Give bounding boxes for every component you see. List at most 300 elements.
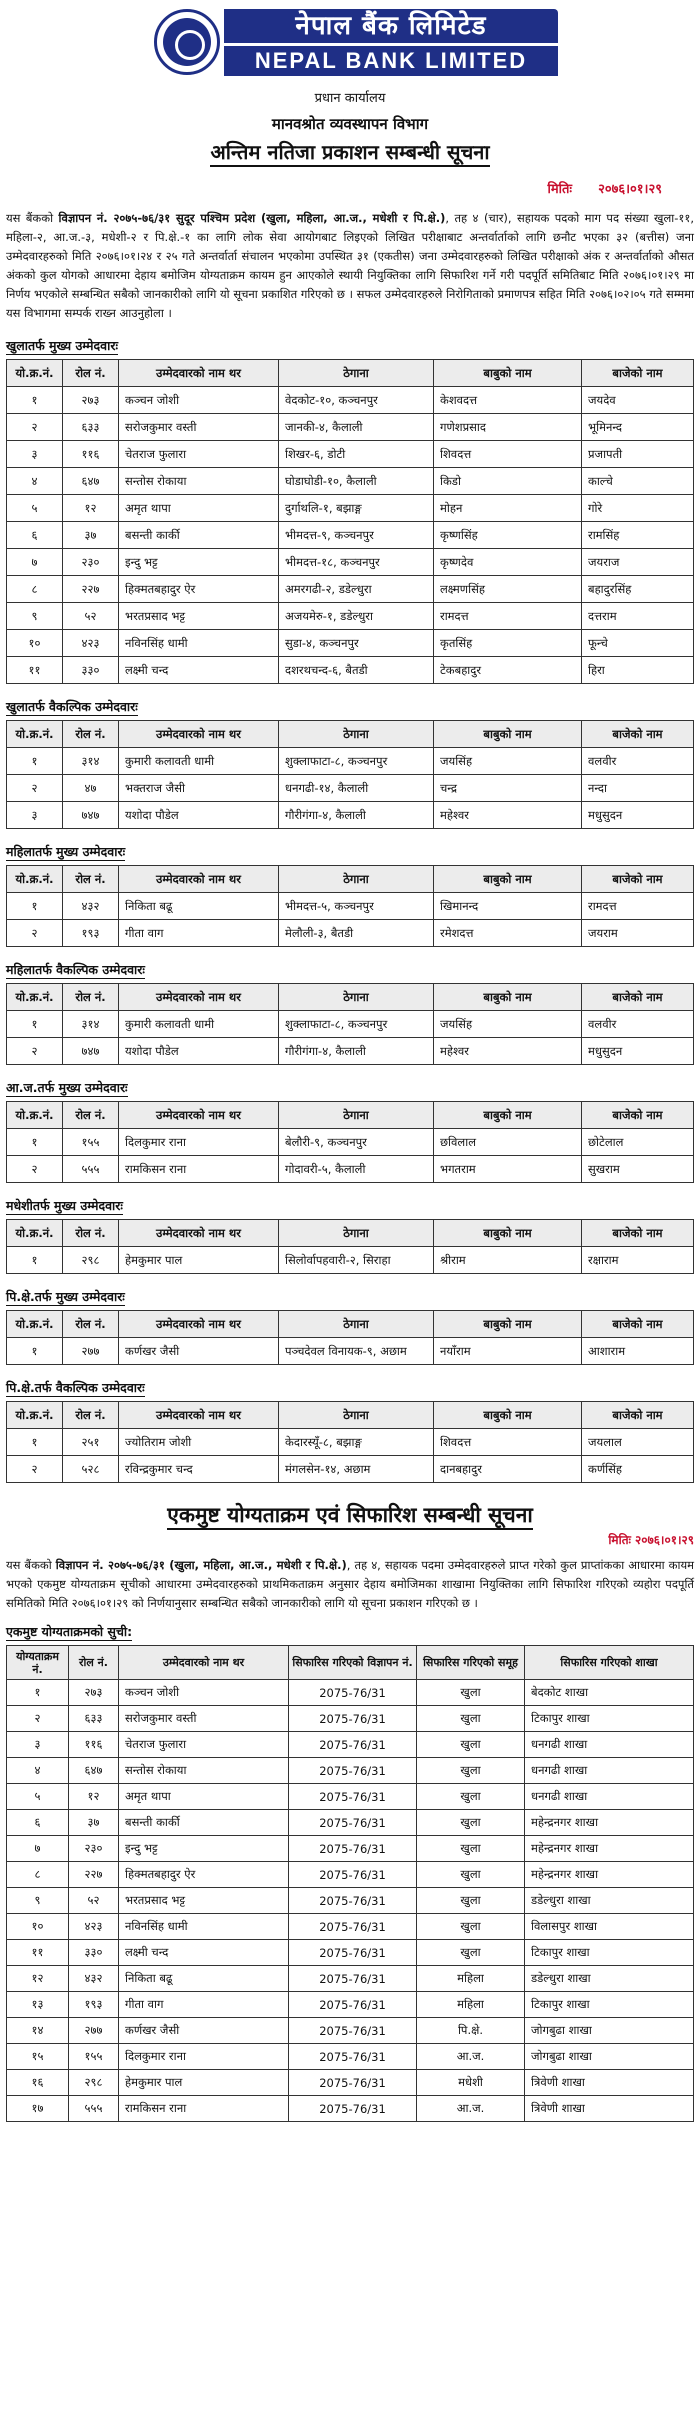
cell-sn: ८	[7, 1862, 69, 1888]
table-row	[7, 2070, 694, 2096]
cell-branch: बेदकोट शाखा	[525, 1680, 694, 1706]
cell-sn: ५	[7, 1784, 69, 1810]
cell-address: मंगलसेन-१४, अछाम	[279, 1456, 434, 1483]
cell-roll: ६३३	[63, 414, 119, 441]
cell-advert: 2075-76/31	[289, 1680, 417, 1706]
cell-roll: ६३३	[69, 1706, 119, 1732]
cell-advert: 2075-76/31	[289, 1862, 417, 1888]
cell-grandfather: गोरे	[582, 495, 694, 522]
cell-roll: २२७	[69, 1862, 119, 1888]
candidate-table	[6, 865, 694, 947]
cell-roll: २२७	[63, 576, 119, 603]
cell-grandfather: रामसिंह	[582, 522, 694, 549]
col-branch: सिफारिस गरिएको शाखा	[525, 1646, 694, 1680]
cell-roll: २३०	[69, 1836, 119, 1862]
cell-sn: १	[7, 1429, 63, 1456]
col-name: उम्मेदवारको नाम थर	[119, 984, 279, 1011]
col-grandfather: बाजेको नाम	[582, 1220, 694, 1247]
cell-branch: महेन्द्रनगर शाखा	[525, 1836, 694, 1862]
cell-name: बसन्ती कार्की	[119, 1810, 289, 1836]
cell-roll: ७४७	[63, 1038, 119, 1065]
cell-roll: ३३०	[69, 1940, 119, 1966]
merit-list-title: एकमुष्ट योग्यताक्रमको सुची:	[6, 1624, 133, 1639]
cell-name: सन्तोस रोकाया	[119, 468, 279, 495]
cell-roll: ४३२	[63, 893, 119, 920]
cell-advert: 2075-76/31	[289, 1992, 417, 2018]
col-roll: रोल नं.	[63, 1102, 119, 1129]
cell-roll: ११६	[63, 441, 119, 468]
cell-advert: 2075-76/31	[289, 1758, 417, 1784]
cell-roll: १२	[63, 495, 119, 522]
col-sn: यो.क्र.नं.	[7, 721, 63, 748]
cell-father: शिवदत्त	[434, 441, 582, 468]
table-row	[7, 1836, 694, 1862]
cell-grandfather: रामदत्त	[582, 893, 694, 920]
col-address: ठेगाना	[279, 1311, 434, 1338]
cell-address: शुक्लाफाटा-८, कञ्चनपुर	[279, 748, 434, 775]
col-address: ठेगाना	[279, 360, 434, 387]
table-row	[7, 414, 694, 441]
col-sn: यो.क्र.नं.	[7, 866, 63, 893]
cell-address: भीमदत्त-५, कञ्चनपुर	[279, 893, 434, 920]
col-roll: रोल नं.	[63, 866, 119, 893]
cell-grandfather: कर्णसिंह	[582, 1456, 694, 1483]
cell-roll: १२	[69, 1784, 119, 1810]
cell-sn: २	[7, 1706, 69, 1732]
cell-grandfather: प्रजापती	[582, 441, 694, 468]
cell-address: अमरगढी-२, डडेल्धुरा	[279, 576, 434, 603]
cell-grandfather: मधुसुदन	[582, 802, 694, 829]
col-sn: यो.क्र.नं.	[7, 1311, 63, 1338]
col-grandfather: बाजेको नाम	[582, 1102, 694, 1129]
cell-group: आ.ज.	[417, 2044, 525, 2070]
col-group: सिफारिस गरिएको समूह	[417, 1646, 525, 1680]
col-grandfather: बाजेको नाम	[582, 1311, 694, 1338]
cell-name: ज्योतिराम जोशी	[119, 1429, 279, 1456]
cell-group: खुला	[417, 1810, 525, 1836]
cell-sn: १३	[7, 1992, 69, 2018]
cell-name: कञ्चन जोशी	[119, 1680, 289, 1706]
cell-advert: 2075-76/31	[289, 2096, 417, 2122]
table-row	[7, 1429, 694, 1456]
cell-group: खुला	[417, 1732, 525, 1758]
col-father: बाबुको नाम	[434, 984, 582, 1011]
table-row	[7, 2044, 694, 2070]
cell-sn: १	[7, 1338, 63, 1365]
cell-branch: धनगढी शाखा	[525, 1758, 694, 1784]
cell-group: खुला	[417, 1940, 525, 1966]
table-row	[7, 1156, 694, 1183]
department-name: मानवश्रोत व्यवस्थापन विभाग	[271, 115, 429, 133]
col-father: बाबुको नाम	[434, 1220, 582, 1247]
col-roll: रोल नं.	[63, 360, 119, 387]
bank-logo	[154, 6, 558, 78]
cell-name: कर्णखर जैसी	[119, 1338, 279, 1365]
cell-sn: २	[7, 1038, 63, 1065]
cell-sn: ६	[7, 522, 63, 549]
cell-name: अमृत थापा	[119, 1784, 289, 1810]
cell-grandfather: आशाराम	[582, 1338, 694, 1365]
cell-group: महिला	[417, 1966, 525, 1992]
col-merit-sn: योग्यताक्रम नं.	[7, 1646, 69, 1680]
cell-address: भीमदत्त-९, कञ्चनपुर	[279, 522, 434, 549]
cell-group: खुला	[417, 1862, 525, 1888]
col-name: उम्मेदवारको नाम थर	[119, 1402, 279, 1429]
col-father: बाबुको नाम	[434, 1402, 582, 1429]
cell-grandfather: बहादुरसिंह	[582, 576, 694, 603]
table-row	[7, 1966, 694, 1992]
section-title: महिलातर्फ मुख्य उम्मेदवारः	[6, 844, 126, 859]
col-name: उम्मेदवारको नाम थर	[119, 1102, 279, 1129]
section-title: खुलातर्फ वैकल्पिक उम्मेदवारः	[6, 699, 138, 714]
cell-sn: १	[7, 1247, 63, 1274]
cell-name: रामकिसन राना	[119, 1156, 279, 1183]
cell-branch: त्रिवेणी शाखा	[525, 2096, 694, 2122]
cell-advert: 2075-76/31	[289, 2070, 417, 2096]
cell-sn: १५	[7, 2044, 69, 2070]
cell-address: गौरीगंगा-४, कैलाली	[279, 802, 434, 829]
cell-roll: ६४७	[69, 1758, 119, 1784]
cell-address: पञ्चदेवल विनायक-९, अछाम	[279, 1338, 434, 1365]
table-row	[7, 1011, 694, 1038]
table-row	[7, 1784, 694, 1810]
col-sn: यो.क्र.नं.	[7, 1102, 63, 1129]
cell-grandfather: वलवीर	[582, 1011, 694, 1038]
cell-grandfather: जयदेव	[582, 387, 694, 414]
table-row	[7, 1810, 694, 1836]
cell-name: रामकिसन राना	[119, 2096, 289, 2122]
candidate-table	[6, 1101, 694, 1183]
cell-advert: 2075-76/31	[289, 1888, 417, 1914]
col-father: बाबुको नाम	[434, 1102, 582, 1129]
table-row	[7, 549, 694, 576]
cell-father: शिवदत्त	[434, 1429, 582, 1456]
cell-sn: १	[7, 387, 63, 414]
cell-grandfather: जयराम	[582, 920, 694, 947]
cell-name: हेमकुमार पाल	[119, 2070, 289, 2096]
cell-branch: महेन्द्रनगर शाखा	[525, 1862, 694, 1888]
cell-sn: ८	[7, 576, 63, 603]
cell-group: खुला	[417, 1836, 525, 1862]
cell-roll: २९८	[63, 1247, 119, 1274]
cell-address: वेदकोट-१०, कञ्चनपुर	[279, 387, 434, 414]
table-row	[7, 1129, 694, 1156]
cell-branch: टिकापुर शाखा	[525, 1992, 694, 2018]
cell-group: खुला	[417, 1758, 525, 1784]
table-row	[7, 1940, 694, 1966]
table-row	[7, 1680, 694, 1706]
cell-advert: 2075-76/31	[289, 2018, 417, 2044]
cell-address: सुडा-४, कञ्चनपुर	[279, 630, 434, 657]
cell-name: बसन्ती कार्की	[119, 522, 279, 549]
cell-name: दिलकुमार राना	[119, 1129, 279, 1156]
table-row	[7, 1247, 694, 1274]
cell-roll: ५२८	[63, 1456, 119, 1483]
section-title: आ.ज.तर्फ मुख्य उम्मेदवारः	[6, 1080, 128, 1095]
cell-name: सरोजकुमार वस्ती	[119, 414, 279, 441]
cell-group: खुला	[417, 1706, 525, 1732]
col-grandfather: बाजेको नाम	[582, 360, 694, 387]
table-row	[7, 893, 694, 920]
nepal-bank-seal-icon	[154, 9, 220, 75]
cell-group: पि.क्षे.	[417, 2018, 525, 2044]
cell-name: भरतप्रसाद भट्ट	[119, 1888, 289, 1914]
candidate-table	[6, 720, 694, 829]
cell-grandfather: जयराज	[582, 549, 694, 576]
cell-roll: २५१	[63, 1429, 119, 1456]
cell-name: कुमारी कलावती धामी	[119, 748, 279, 775]
cell-name: निकिता बढू	[119, 1966, 289, 1992]
cell-roll: ११६	[69, 1732, 119, 1758]
col-grandfather: बाजेको नाम	[582, 721, 694, 748]
cell-address: गौरीगंगा-४, कैलाली	[279, 1038, 434, 1065]
cell-roll: ४२३	[69, 1914, 119, 1940]
cell-name: हिक्मतबहादुर ऐर	[119, 576, 279, 603]
col-advert: सिफारिस गरिएको विज्ञापन नं.	[289, 1646, 417, 1680]
cell-father: रमेशदत्त	[434, 920, 582, 947]
intro-paragraph: यस बैंकको विज्ञापन नं. २०७५-७६/३१ सुदूर पश्चिम प्रदेश (खुला, महिला, आ.ज., मधेशी र पि.क्षे.), तह ४ (चार), सहायक पदको माग पद संख्या खुला-११, महिला-२, आ.ज.-३, मधेशी-२ र पि.क्षे.-१ का लागि लोक सेवा आयोगबाट लिइएको लिखित परीक्षाबाट अन्तर्वार्ताको लागि छनौट भएका ३२ (बत्तीस) जना उम्मेदवारहरुको मिति २०७६।०१।२४ र २५ गते अन्तर्वार्ता संचालन भएकोमा उपस्थित ३१ (एकतीस) जना उम्मेदवारहरुको लिखित परीक्षाको अंक र अन्तर्वार्ताको औसत अंकको कुल योगको आधारमा देहाय बमोजिम योग्यताक्रम कायम हुन आएकोले स्थायी नियुक्तिका लागि सिफारिश गर्ने गरी पदपूर्ति समितिबाट मिति २०७६।०१।२९ मा निर्णय भएकोले सम्बन्धित सबैको जानकारीको लागि यो सूचना प्रकाशित गरिएको छ । सफल उम्मेदवारहरुले निरोगिताको प्रमाणपत्र सहित मिति २०७६।०२।०५ गते सम्ममा यस विभागमा सम्पर्क राख्न आउनुहोला ।	[6, 211, 694, 320]
col-name: उम्मेदवारको नाम थर	[119, 1646, 289, 1680]
bank-name-nepali: नेपाल बैंक लिमिटेड	[224, 9, 558, 43]
cell-father: महेश्वर	[434, 802, 582, 829]
cell-roll: २३०	[63, 549, 119, 576]
cell-father: छविलाल	[434, 1129, 582, 1156]
col-roll: रोल नं.	[63, 984, 119, 1011]
cell-advert: 2075-76/31	[289, 1966, 417, 1992]
cell-sn: ४	[7, 468, 63, 495]
cell-roll: ४३२	[69, 1966, 119, 1992]
table-row	[7, 495, 694, 522]
cell-roll: २९८	[69, 2070, 119, 2096]
table-row	[7, 748, 694, 775]
cell-roll: १९३	[63, 920, 119, 947]
cell-advert: 2075-76/31	[289, 1706, 417, 1732]
col-address: ठेगाना	[279, 721, 434, 748]
cell-address: शुक्लाफाटा-८, कञ्चनपुर	[279, 1011, 434, 1038]
candidate-table	[6, 1310, 694, 1365]
section-title: खुलातर्फ मुख्य उम्मेदवारः	[6, 338, 118, 353]
col-roll: रोल नं.	[63, 1220, 119, 1247]
table-row	[7, 522, 694, 549]
table-row	[7, 1862, 694, 1888]
cell-address: अजयमेरु-१, डडेल्धुरा	[279, 603, 434, 630]
cell-name: नविनसिंह धामी	[119, 1914, 289, 1940]
merit-paragraph: यस बैंकको विज्ञापन नं. २०७५-७६/३१ (खुला, महिला, आ.ज., मधेशी र पि.क्षे.), तह ४, सहायक पदमा उम्मेदवारहरुले प्राप्त गरेको कुल प्राप्तांकका आधारमा कायम भएको एकमुष्ट योग्यताक्रम सूचीको आधारमा उम्मेदवारहरुको प्राथमिकताक्रम अनुसार देहाय बमोजिमका शाखामा नियुक्तिका लागि सिफारिश गरिएको व्यहोरा पदपूर्ति समितिको मिति २०७६।०१।२९ को निर्णयानुसार सम्बन्धित सबैको जानकारीको लागि यो सूचना प्रकाशन गरिएको छ ।	[6, 1558, 695, 1610]
cell-grandfather: जयलाल	[582, 1429, 694, 1456]
section-title: पि.क्षे.तर्फ वैकल्पिक उम्मेदवारः	[6, 1380, 145, 1395]
cell-father: मोहन	[434, 495, 582, 522]
cell-sn: १७	[7, 2096, 69, 2122]
office-name: प्रधान कार्यालय	[314, 91, 386, 106]
table-row	[7, 775, 694, 802]
cell-group: खुला	[417, 1914, 525, 1940]
table-row	[7, 657, 694, 684]
cell-address: जानकी-४, कैलाली	[279, 414, 434, 441]
cell-sn: ९	[7, 603, 63, 630]
cell-name: सरोजकुमार वस्ती	[119, 1706, 289, 1732]
cell-roll: १५५	[69, 2044, 119, 2070]
cell-group: महिला	[417, 1992, 525, 2018]
cell-roll: ३१४	[63, 1011, 119, 1038]
col-name: उम्मेदवारको नाम थर	[119, 721, 279, 748]
cell-name: लक्ष्मी चन्द	[119, 657, 279, 684]
cell-branch: त्रिवेणी शाखा	[525, 2070, 694, 2096]
cell-grandfather: सुखराम	[582, 1156, 694, 1183]
cell-father: रामदत्त	[434, 603, 582, 630]
cell-group: आ.ज.	[417, 2096, 525, 2122]
table-row	[7, 603, 694, 630]
cell-name: चेतराज फुलारा	[119, 441, 279, 468]
cell-sn: ५	[7, 495, 63, 522]
cell-father: भगतराम	[434, 1156, 582, 1183]
cell-sn: ४	[7, 1758, 69, 1784]
col-grandfather: बाजेको नाम	[582, 866, 694, 893]
cell-roll: १९३	[69, 1992, 119, 2018]
col-name: उम्मेदवारको नाम थर	[119, 1311, 279, 1338]
cell-branch: जोगबुढा शाखा	[525, 2018, 694, 2044]
col-name: उम्मेदवारको नाम थर	[119, 360, 279, 387]
col-roll: रोल नं.	[69, 1646, 119, 1680]
cell-grandfather: मधुसुदन	[582, 1038, 694, 1065]
cell-roll: २७३	[69, 1680, 119, 1706]
candidate-table	[6, 983, 694, 1065]
cell-name: दिलकुमार राना	[119, 2044, 289, 2070]
cell-father: कृतसिंह	[434, 630, 582, 657]
cell-sn: १	[7, 748, 63, 775]
cell-name: यशोदा पौडेल	[119, 802, 279, 829]
cell-sn: ११	[7, 657, 63, 684]
cell-father: जयसिंह	[434, 1011, 582, 1038]
col-father: बाबुको नाम	[434, 721, 582, 748]
letterhead	[6, 4, 694, 82]
cell-sn: २	[7, 1156, 63, 1183]
cell-address: भीमदत्त-१८, कञ्चनपुर	[279, 549, 434, 576]
col-address: ठेगाना	[279, 984, 434, 1011]
cell-grandfather: रक्षाराम	[582, 1247, 694, 1274]
cell-advert: 2075-76/31	[289, 1836, 417, 1862]
cell-roll: ५२	[69, 1888, 119, 1914]
col-father: बाबुको नाम	[434, 360, 582, 387]
cell-name: गीता वाग	[119, 920, 279, 947]
cell-name: भरतप्रसाद भट्ट	[119, 603, 279, 630]
col-grandfather: बाजेको नाम	[582, 1402, 694, 1429]
candidate-table	[6, 1401, 694, 1483]
cell-advert: 2075-76/31	[289, 1940, 417, 1966]
cell-roll: २७७	[69, 2018, 119, 2044]
cell-branch: धनगढी शाखा	[525, 1732, 694, 1758]
cell-roll: ४२३	[63, 630, 119, 657]
col-address: ठेगाना	[279, 1102, 434, 1129]
cell-address: दुर्गाथलि-१, बझाङ्ग	[279, 495, 434, 522]
table-row	[7, 468, 694, 495]
notice-date: मितिः २०७६।०१।२९	[547, 182, 662, 197]
cell-grandfather: हिरा	[582, 657, 694, 684]
cell-address: केदारस्यूँ-८, बझाङ्ग	[279, 1429, 434, 1456]
cell-address: दशरथचन्द-६, बैतडी	[279, 657, 434, 684]
cell-sn: ३	[7, 802, 63, 829]
col-sn: यो.क्र.नं.	[7, 360, 63, 387]
cell-name: निकिता बढू	[119, 893, 279, 920]
cell-grandfather: दत्तराम	[582, 603, 694, 630]
cell-father: खिमानन्द	[434, 893, 582, 920]
cell-address: बेलौरी-९, कञ्चनपुर	[279, 1129, 434, 1156]
cell-sn: १२	[7, 1966, 69, 1992]
cell-name: चेतराज फुलारा	[119, 1732, 289, 1758]
cell-address: सिलोर्वापहवारी-२, सिराहा	[279, 1247, 434, 1274]
cell-advert: 2075-76/31	[289, 1914, 417, 1940]
cell-sn: १०	[7, 1914, 69, 1940]
cell-group: मधेशी	[417, 2070, 525, 2096]
table-row	[7, 1456, 694, 1483]
cell-name: कञ्चन जोशी	[119, 387, 279, 414]
cell-name: नविनसिंह धामी	[119, 630, 279, 657]
cell-roll: २७३	[63, 387, 119, 414]
col-grandfather: बाजेको नाम	[582, 984, 694, 1011]
table-row	[7, 1706, 694, 1732]
cell-roll: २७७	[63, 1338, 119, 1365]
col-roll: रोल नं.	[63, 721, 119, 748]
cell-group: खुला	[417, 1680, 525, 1706]
cell-roll: ३३०	[63, 657, 119, 684]
cell-sn: १	[7, 1129, 63, 1156]
table-row	[7, 1992, 694, 2018]
col-roll: रोल नं.	[63, 1402, 119, 1429]
cell-branch: टिकापुर शाखा	[525, 1940, 694, 1966]
candidate-table	[6, 1219, 694, 1274]
cell-father: जयसिंह	[434, 748, 582, 775]
merit-date: मितिः २०७६।०१।२९	[608, 1533, 694, 1547]
col-roll: रोल नं.	[63, 1311, 119, 1338]
table-row	[7, 802, 694, 829]
table-row	[7, 1914, 694, 1940]
col-sn: यो.क्र.नं.	[7, 1402, 63, 1429]
cell-sn: ६	[7, 1810, 69, 1836]
cell-name: अमृत थापा	[119, 495, 279, 522]
cell-father: नयाँराम	[434, 1338, 582, 1365]
cell-branch: जोगबुढा शाखा	[525, 2044, 694, 2070]
cell-group: खुला	[417, 1888, 525, 1914]
cell-advert: 2075-76/31	[289, 1784, 417, 1810]
cell-roll: ५२	[63, 603, 119, 630]
cell-grandfather: वलवीर	[582, 748, 694, 775]
cell-name: लक्ष्मी चन्द	[119, 1940, 289, 1966]
cell-roll: ५५५	[63, 1156, 119, 1183]
cell-name: हिक्मतबहादुर ऐर	[119, 1862, 289, 1888]
cell-sn: ३	[7, 441, 63, 468]
cell-name: कुमारी कलावती धामी	[119, 1011, 279, 1038]
cell-branch: धनगढी शाखा	[525, 1784, 694, 1810]
cell-roll: ७४७	[63, 802, 119, 829]
cell-father: किडो	[434, 468, 582, 495]
cell-name: सन्तोस रोकाया	[119, 1758, 289, 1784]
table-row	[7, 1758, 694, 1784]
cell-address: धनगढी-१४, कैलाली	[279, 775, 434, 802]
cell-roll: ४७	[63, 775, 119, 802]
cell-address: मेलौली-३, बैतडी	[279, 920, 434, 947]
col-father: बाबुको नाम	[434, 866, 582, 893]
cell-advert: 2075-76/31	[289, 2044, 417, 2070]
cell-sn: ७	[7, 1836, 69, 1862]
cell-sn: १	[7, 1011, 63, 1038]
cell-father: श्रीराम	[434, 1247, 582, 1274]
candidate-table	[6, 359, 694, 684]
cell-branch: विलासपुर शाखा	[525, 1914, 694, 1940]
cell-sn: २	[7, 775, 63, 802]
cell-name: गीता वाग	[119, 1992, 289, 2018]
table-row	[7, 1732, 694, 1758]
table-row	[7, 1038, 694, 1065]
merit-table	[6, 1645, 694, 2122]
